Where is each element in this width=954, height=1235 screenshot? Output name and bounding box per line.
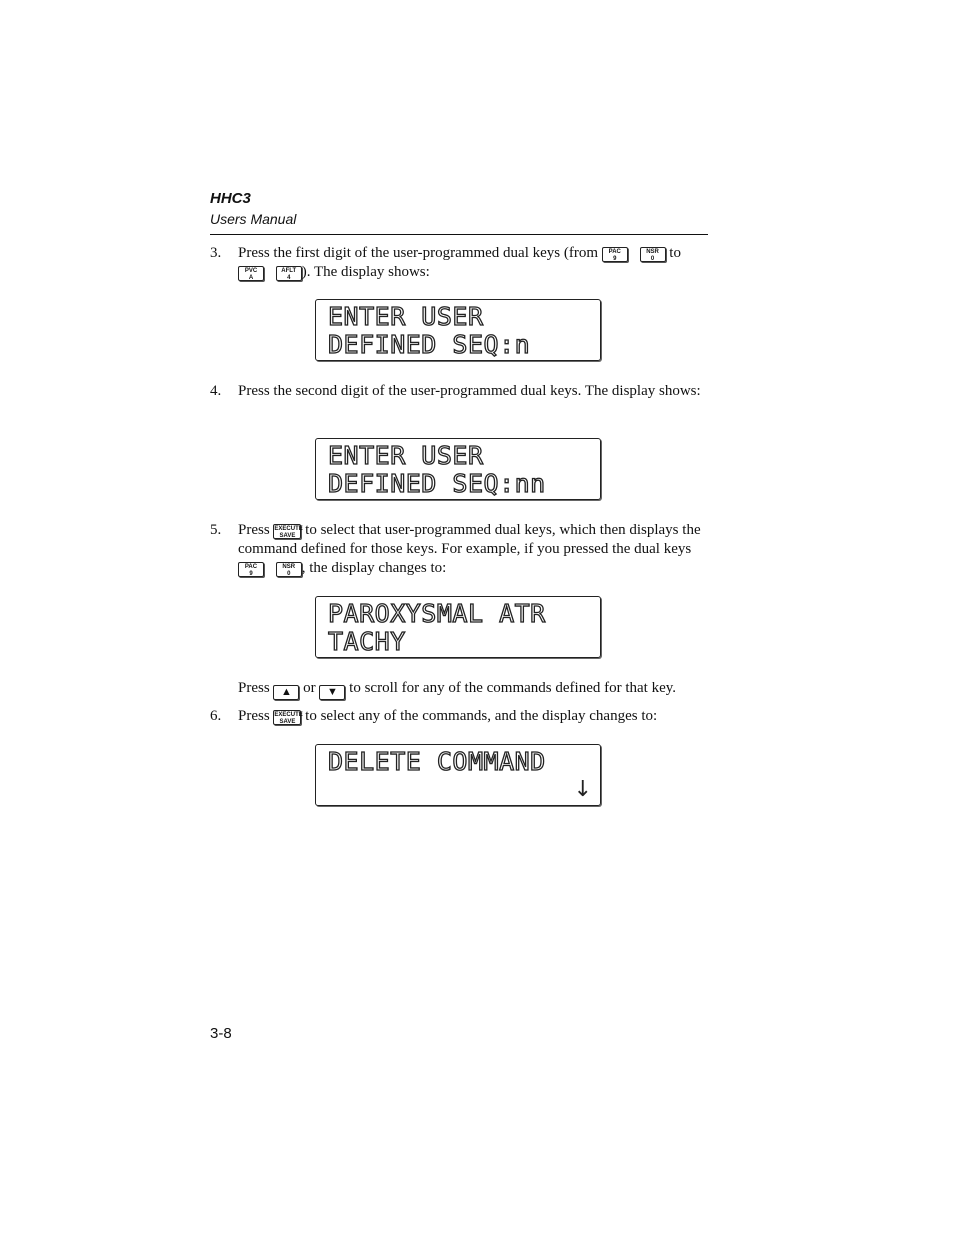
nsr-0-key: NSR 0 <box>640 247 666 262</box>
aflt-4-key: AFLT 4 <box>276 266 302 281</box>
lcd-line-1: PAROXYSMAL ATR <box>328 599 546 628</box>
pac-9-key: PAC 9 <box>602 247 628 262</box>
pac-9-key: PAC 9 <box>238 562 264 577</box>
lcd-line-2: TACHY <box>328 627 406 656</box>
lcd-line-1: ENTER USER <box>328 441 484 470</box>
lcd-line-1: DELETE COMMAND <box>328 747 546 776</box>
step-number: 3. <box>210 245 222 261</box>
step-text: Press the first digit of the user-programmed dual keys (from PAC 9 NSR 0 to PVC A AFLT 4 ). The display shows: <box>238 245 681 281</box>
step-text: Press the second digit of the user-programmed dual keys. The display shows: <box>238 383 701 399</box>
step-number: 5. <box>210 522 222 538</box>
header-rule <box>210 234 708 235</box>
pvc-a-key: PVC A <box>238 266 264 281</box>
lcd-line-1: ENTER USER <box>328 302 484 331</box>
lcd-display-2 <box>315 438 601 500</box>
lcd-display-3 <box>315 596 601 658</box>
execute-save-key: EXECUTE SAVE <box>274 526 303 539</box>
nsr-0-key: NSR 0 <box>276 562 302 577</box>
execute-save-key: EXECUTE SAVE <box>274 712 303 725</box>
lcd-display-4 <box>315 744 601 806</box>
page-header <box>210 190 708 228</box>
manual-subtitle: Users Manual <box>210 211 297 227</box>
step-number: 6. <box>210 708 222 724</box>
lcd-display-1 <box>315 299 601 361</box>
up-arrow-key: ▲ <box>273 685 299 700</box>
lcd-line-2: DEFINED SEQ:n <box>328 330 531 359</box>
down-arrow-icon: ↓ <box>573 777 592 802</box>
step-text: Press ▲ or ▼ to scroll for any of the commands defined for that key. <box>238 680 677 698</box>
step-number: 4. <box>210 383 222 399</box>
lcd-line-2: DEFINED SEQ:nn <box>328 469 546 498</box>
manual-title: HHC3 <box>210 190 251 207</box>
step-text: Press EXECUTE SAVE to select any of the commands, and the display changes to: <box>238 708 658 725</box>
down-arrow-key: ▼ <box>319 685 345 700</box>
step-text: Press EXECUTE SAVE to select that user-programmed dual keys, which then displays the command defined for those keys. For example, if you pressed the dual keys PAC 9 NSR 0 , the display changes to: <box>238 522 701 577</box>
page-number: 3-8 <box>210 1025 232 1042</box>
